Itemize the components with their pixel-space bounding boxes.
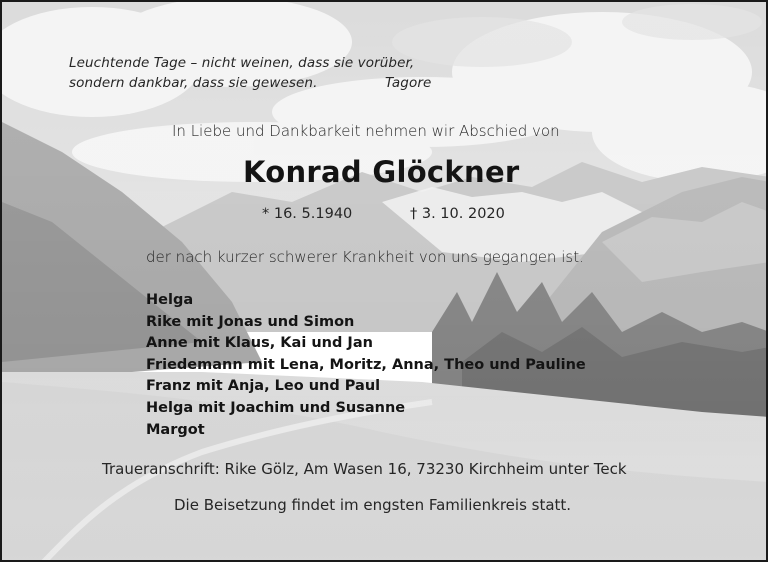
burial-note: Die Beisetzung findet im engsten Familienkreis statt.: [174, 496, 572, 514]
birth-date: * 16. 5.1940: [262, 206, 353, 222]
mourner-line: Friedemann mit Lena, Moritz, Anna, Theo und Pauline: [146, 356, 586, 373]
mourner-line: Rike mit Jonas und Simon: [146, 313, 355, 330]
death-date: † 3. 10. 2020: [410, 206, 505, 222]
mourners-list: [146, 290, 586, 441]
mourning-address: Traueranschrift: Rike Gölz, Am Wasen 16, 73230 Kirchheim unter Teck: [102, 460, 627, 478]
quote-line-1: Leuchtende Tage – nicht weinen, dass sie vorüber,: [69, 55, 415, 71]
quote-author: Tagore: [385, 75, 432, 91]
mourner-line: Franz mit Anja, Leo und Paul: [146, 378, 381, 395]
quote-line-2: sondern dankbar, dass sie gewesen.: [69, 75, 318, 91]
deceased-name: Konrad Glöckner: [243, 155, 520, 189]
mourner-line: Helga mit Joachim und Susanne: [146, 399, 406, 416]
mourner-line: Margot: [146, 421, 205, 438]
mourner-line: Anne mit Klaus, Kai und Jan: [146, 335, 373, 352]
passing-line: der nach kurzer schwerer Krankheit von uns gegangen ist.: [146, 248, 584, 266]
mourner-line: Helga: [146, 292, 194, 308]
intro-text: In Liebe und Dankbarkeit nehmen wir Abschied von: [172, 122, 560, 140]
